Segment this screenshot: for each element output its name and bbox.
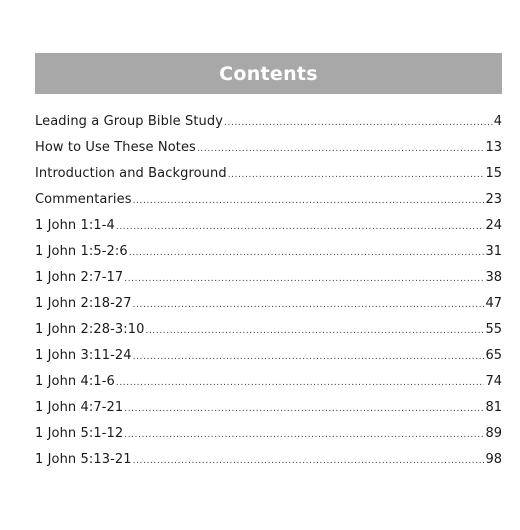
toc-entry[interactable] bbox=[35, 161, 502, 187]
toc-entry-page: 98 bbox=[485, 452, 502, 467]
toc-entry-title: 1 John 5:1-12 bbox=[35, 426, 124, 441]
toc-entry-title: Commentaries bbox=[35, 192, 132, 207]
toc-entry[interactable] bbox=[35, 421, 502, 447]
toc-entry-title: 1 John 4:1-6 bbox=[35, 374, 115, 389]
toc-entry-title: 1 John 2:18-27 bbox=[35, 296, 132, 311]
toc-dot-leader bbox=[133, 188, 485, 214]
toc-entry-page: 23 bbox=[485, 192, 502, 207]
toc-entry-title: Introduction and Background bbox=[35, 166, 227, 181]
toc-entry[interactable] bbox=[35, 109, 502, 135]
toc-dot-leader bbox=[228, 162, 485, 188]
toc-dot-leader bbox=[116, 214, 485, 240]
toc-entry[interactable] bbox=[35, 135, 502, 161]
toc-dot-leader bbox=[145, 318, 484, 344]
toc-entry[interactable] bbox=[35, 447, 502, 473]
page-title: Contents bbox=[219, 62, 318, 85]
toc-entry-title: 1 John 4:7-21 bbox=[35, 400, 124, 415]
toc-entry[interactable] bbox=[35, 395, 502, 421]
toc-dot-leader bbox=[133, 344, 485, 370]
toc-entry-page: 24 bbox=[485, 218, 502, 233]
toc-dot-leader bbox=[224, 110, 493, 136]
toc-entry-title: 1 John 1:5-2:6 bbox=[35, 244, 128, 259]
toc-dot-leader bbox=[133, 448, 485, 474]
toc-entry-page: 31 bbox=[485, 244, 502, 259]
toc-entry-page: 89 bbox=[485, 426, 502, 441]
toc-entry[interactable] bbox=[35, 213, 502, 239]
toc-dot-leader bbox=[133, 292, 485, 318]
toc-entry-page: 81 bbox=[485, 400, 502, 415]
toc-entry[interactable] bbox=[35, 187, 502, 213]
contents-header-bar bbox=[35, 53, 502, 94]
toc-list bbox=[35, 109, 502, 473]
contents-page bbox=[35, 53, 502, 473]
toc-entry[interactable] bbox=[35, 369, 502, 395]
toc-dot-leader bbox=[197, 136, 485, 162]
toc-entry-title: Leading a Group Bible Study bbox=[35, 114, 224, 129]
toc-entry[interactable] bbox=[35, 265, 502, 291]
toc-entry-title: 1 John 1:1-4 bbox=[35, 218, 115, 233]
toc-entry-page: 4 bbox=[493, 114, 502, 129]
toc-entry-page: 74 bbox=[485, 374, 502, 389]
toc-dot-leader bbox=[124, 396, 484, 422]
toc-entry[interactable] bbox=[35, 239, 502, 265]
toc-entry-title: 1 John 2:28-3:10 bbox=[35, 322, 145, 337]
toc-entry-page: 38 bbox=[485, 270, 502, 285]
toc-entry-title: How to Use These Notes bbox=[35, 140, 196, 155]
toc-entry-page: 47 bbox=[485, 296, 502, 311]
toc-dot-leader bbox=[129, 240, 485, 266]
toc-entry-page: 13 bbox=[485, 140, 502, 155]
toc-entry-title: 1 John 2:7-17 bbox=[35, 270, 124, 285]
toc-entry-title: 1 John 5:13-21 bbox=[35, 452, 132, 467]
toc-entry[interactable] bbox=[35, 291, 502, 317]
toc-entry-title: 1 John 3:11-24 bbox=[35, 348, 132, 363]
toc-entry-page: 65 bbox=[485, 348, 502, 363]
toc-dot-leader bbox=[124, 422, 484, 448]
toc-entry[interactable] bbox=[35, 343, 502, 369]
toc-dot-leader bbox=[124, 266, 484, 292]
toc-entry-page: 55 bbox=[485, 322, 502, 337]
toc-entry-page: 15 bbox=[485, 166, 502, 181]
toc-dot-leader bbox=[116, 370, 485, 396]
toc-entry[interactable] bbox=[35, 317, 502, 343]
